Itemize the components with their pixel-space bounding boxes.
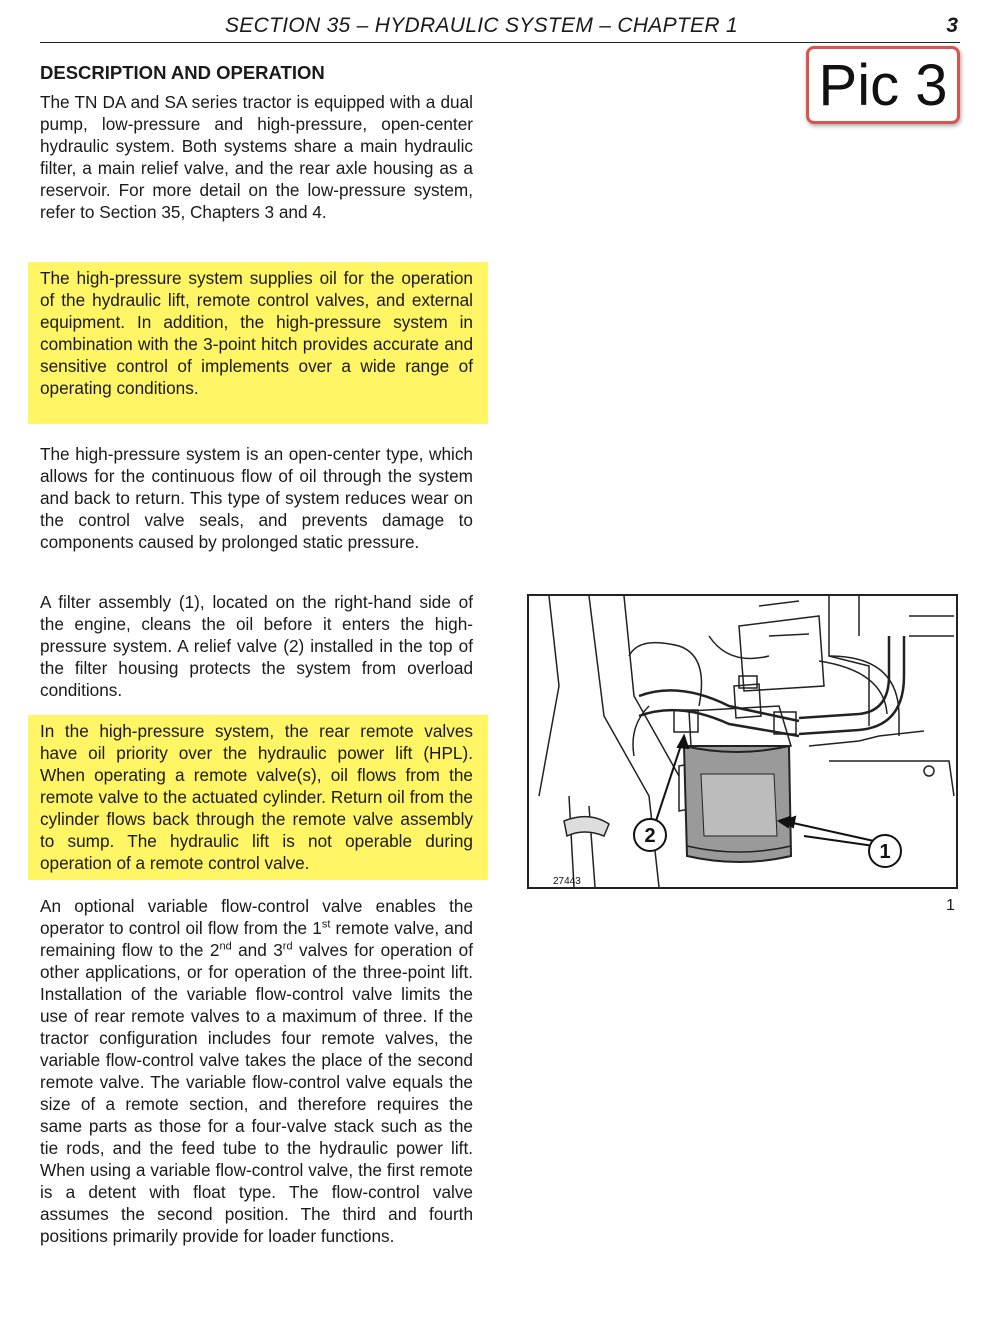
callout-2-label: 2 (644, 825, 656, 847)
figure-number: 1 (946, 897, 955, 914)
paragraph-open-center: The high-pressure system is an open-center type, which allows for the continuous flow of oil through the system and back to return. This type of system reduces wear on the control valve seals, and prevents damage to components caused by prolonged static pressure. (40, 444, 473, 552)
paragraph-filter: A filter assembly (1), located on the right-hand side of the engine, cleans the oil before it enters the high-pressure system. A relief valve (2) installed in the top of the filter housing protects the system from overload conditions. (40, 592, 473, 700)
paragraph-priority: In the high-pressure system, the rear remote valves have oil priority over the hydraulic power lift (HPL). When operating a remote valve(s), oil flows from the remote valve to the actuated cylinder. Return oil from the cylinder flows back through the remote valve assembly to sump. The hydraulic lift is not operable during operation of a remote control valve. (40, 721, 473, 873)
filter-assembly-illustration (529, 596, 956, 887)
paragraph-flow-control: An optional variable flow-control valve enables the operator to control oil flow from the 1st remote valve, and remaining flow to the 2nd and 3rd valves for operation of other applications, or for operation of the three-point lift. Installation of the variable flow-control valve limits the use of rear remote valves to a maximum of three. If the tractor configuration includes four remote valves, the variable flow-control valve takes the place of the second remote valve. The variable flow-control valve equals the size of a remote section, and therefore requires the same parts as those for a four-valve stack such as the tie rods, and the feed tube to the hydraulic power lift. When using a variable flow-control valve, the first remote is a detent with float type. The flow-control valve assumes the second position. The third and fourth positions primarily provide for loader functions. (40, 896, 473, 1246)
paragraph-overview: The TN DA and SA series tractor is equipped with a dual pump, low-pressure and high-pressure, open-center hydraulic system. Both systems share a main hydraulic filter, a main relief valve, and the rear axle housing as a reservoir. For more detail on the low-pressure system, refer to Section 35, Chapters 3 and 4. (40, 92, 473, 222)
section-title: SECTION 35 – HYDRAULIC SYSTEM – CHAPTER 1 (225, 14, 738, 37)
section-heading: DESCRIPTION AND OPERATION (40, 62, 325, 83)
paragraph-high-pressure: The high-pressure system supplies oil for the operation of the hydraulic lift, remote control valves, and external equipment. In addition, the high-pressure system in combination with the 3-point hitch provides accurate and sensitive control of implements over a wide range of operating conditions. (40, 268, 473, 398)
filter-figure (527, 594, 958, 889)
callout-1-label: 1 (879, 841, 891, 863)
filter-canister (684, 746, 791, 862)
page-header (40, 12, 960, 43)
callout-2 (634, 819, 666, 851)
page-number: 3 (946, 14, 958, 37)
pic-label: Pic 3 (806, 46, 960, 124)
image-code: 27443 (553, 876, 581, 887)
callout-1 (869, 835, 901, 867)
